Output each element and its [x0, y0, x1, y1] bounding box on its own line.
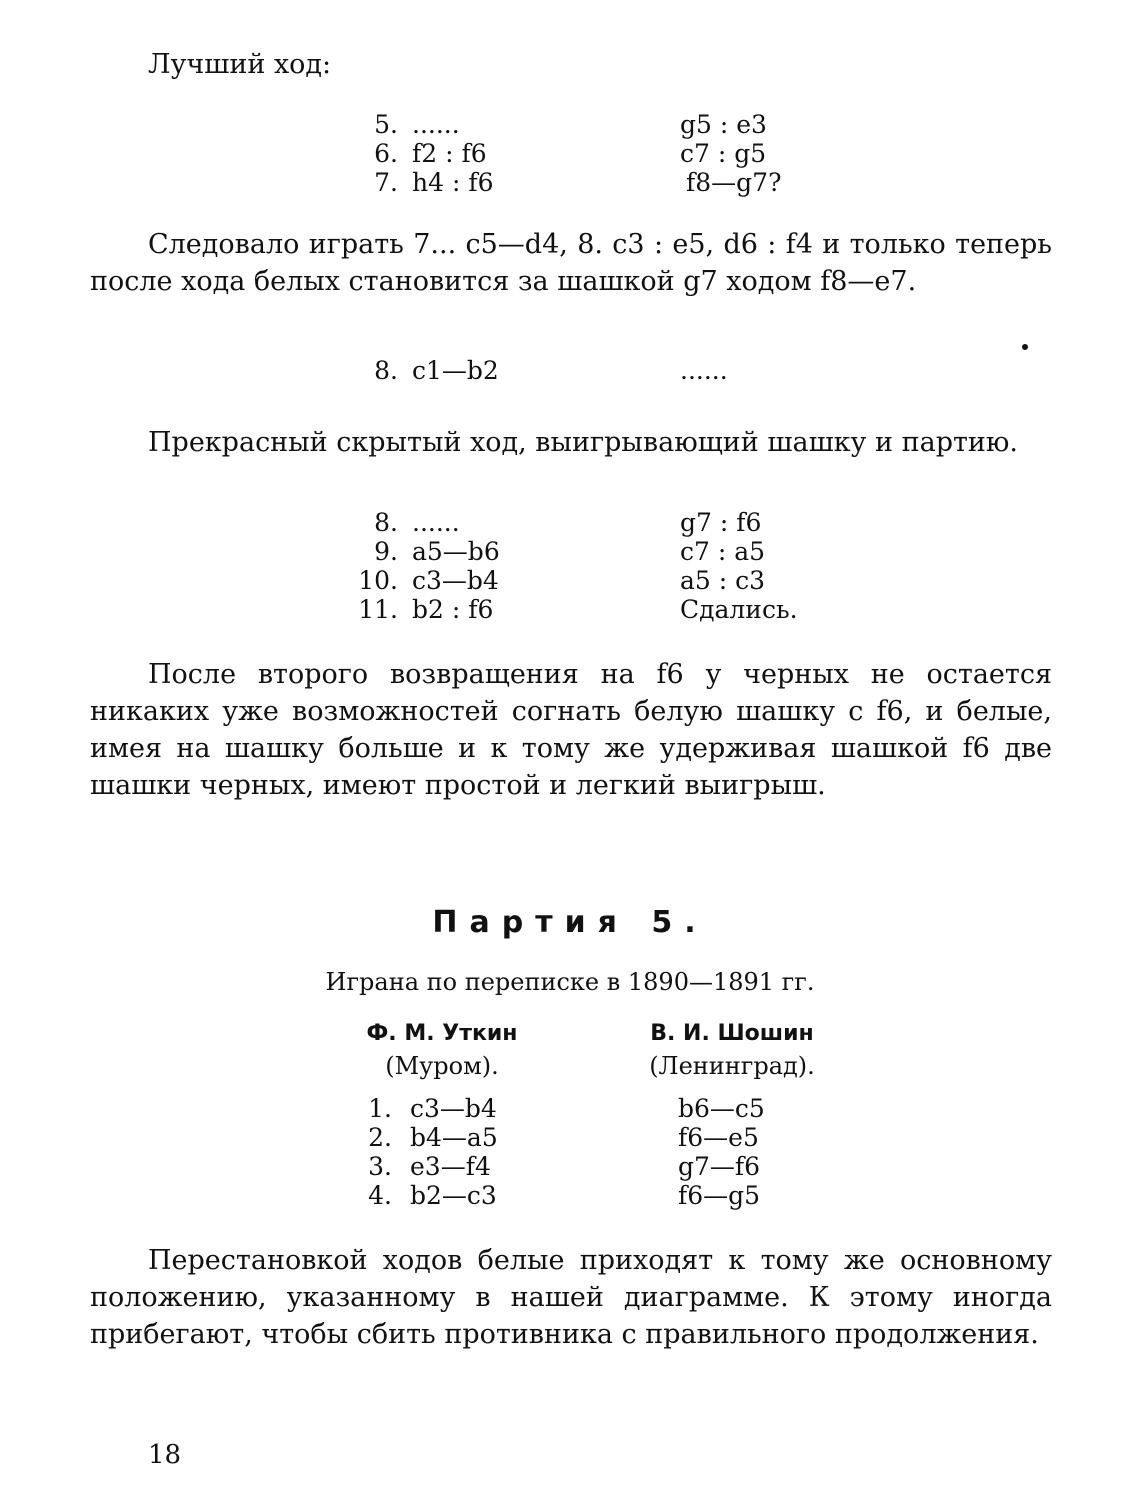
move-row: 7. h4 : f6 f8—g7? [374, 168, 782, 197]
moves-block-c [0, 508, 1140, 624]
moves-block-b [0, 356, 1140, 385]
paragraph-3: После второго возвращения на f6 у черных не остается никаких уже возможностей согнать белую шашку с f6, и белые, имея на шашку больше и к тому же удерживая шашкой f6 две шашки черных, имеют простой и легкий выигрыш. [90, 659, 1052, 801]
white-player-name: Ф. М. Уткин [366, 1021, 518, 1046]
black-player-city: (Ленинград). [649, 1052, 815, 1080]
move-row: 5. ...... g5 : e3 [374, 110, 767, 139]
move-row: 1. c3—b4 b6—c5 [368, 1094, 765, 1123]
move-row: 4. b2—c3 f6—g5 [368, 1181, 761, 1210]
paragraph-4: Перестановкой ходов белые приходят к тому же основному положению, указанному в нашей диаграмме. К этому иногда прибегают, чтобы сбить противника с правильного продолжения. [90, 1245, 1052, 1350]
move-row: 8. ...... g7 : f6 [374, 508, 762, 537]
move-row: 2. b4—a5 f6—e5 [368, 1123, 759, 1152]
black-player-name: В. И. Шошин [650, 1021, 814, 1046]
moves-block-a [0, 110, 1140, 197]
paragraph-2: Прекрасный скрытый ход, выигрывающий шашку и партию. [148, 427, 1018, 458]
stray-dot [1022, 344, 1028, 350]
white-player-city: (Муром). [385, 1052, 499, 1080]
white-player [312, 1018, 572, 1082]
move-row: 10. c3—b4 a5 : c3 [358, 566, 766, 595]
move-row: 3. e3—f4 g7—f6 [368, 1152, 761, 1181]
move-row: 11. b2 : f6 Сдались. [358, 595, 798, 624]
black-player [602, 1018, 862, 1082]
game-subtitle: Играна по переписке в 1890—1891 гг. [325, 968, 815, 996]
game-title: Партия 5. [432, 905, 708, 940]
paragraph-1: Следовало играть 7... c5—d4, 8. c3 : e5, d6 : f4 и только теперь после хода белых становится за шашкой g7 ходом f8—e7. [90, 229, 1052, 297]
page-number: 18 [148, 1440, 182, 1470]
move-row: 9. a5—b6 c7 : a5 [374, 537, 766, 566]
move-row: 8. c1—b2 ...... [374, 356, 728, 385]
move-row: 6. f2 : f6 c7 : g5 [374, 139, 767, 168]
moves-block-d [0, 1094, 1140, 1210]
best-move-label: Лучший ход: [148, 49, 332, 80]
